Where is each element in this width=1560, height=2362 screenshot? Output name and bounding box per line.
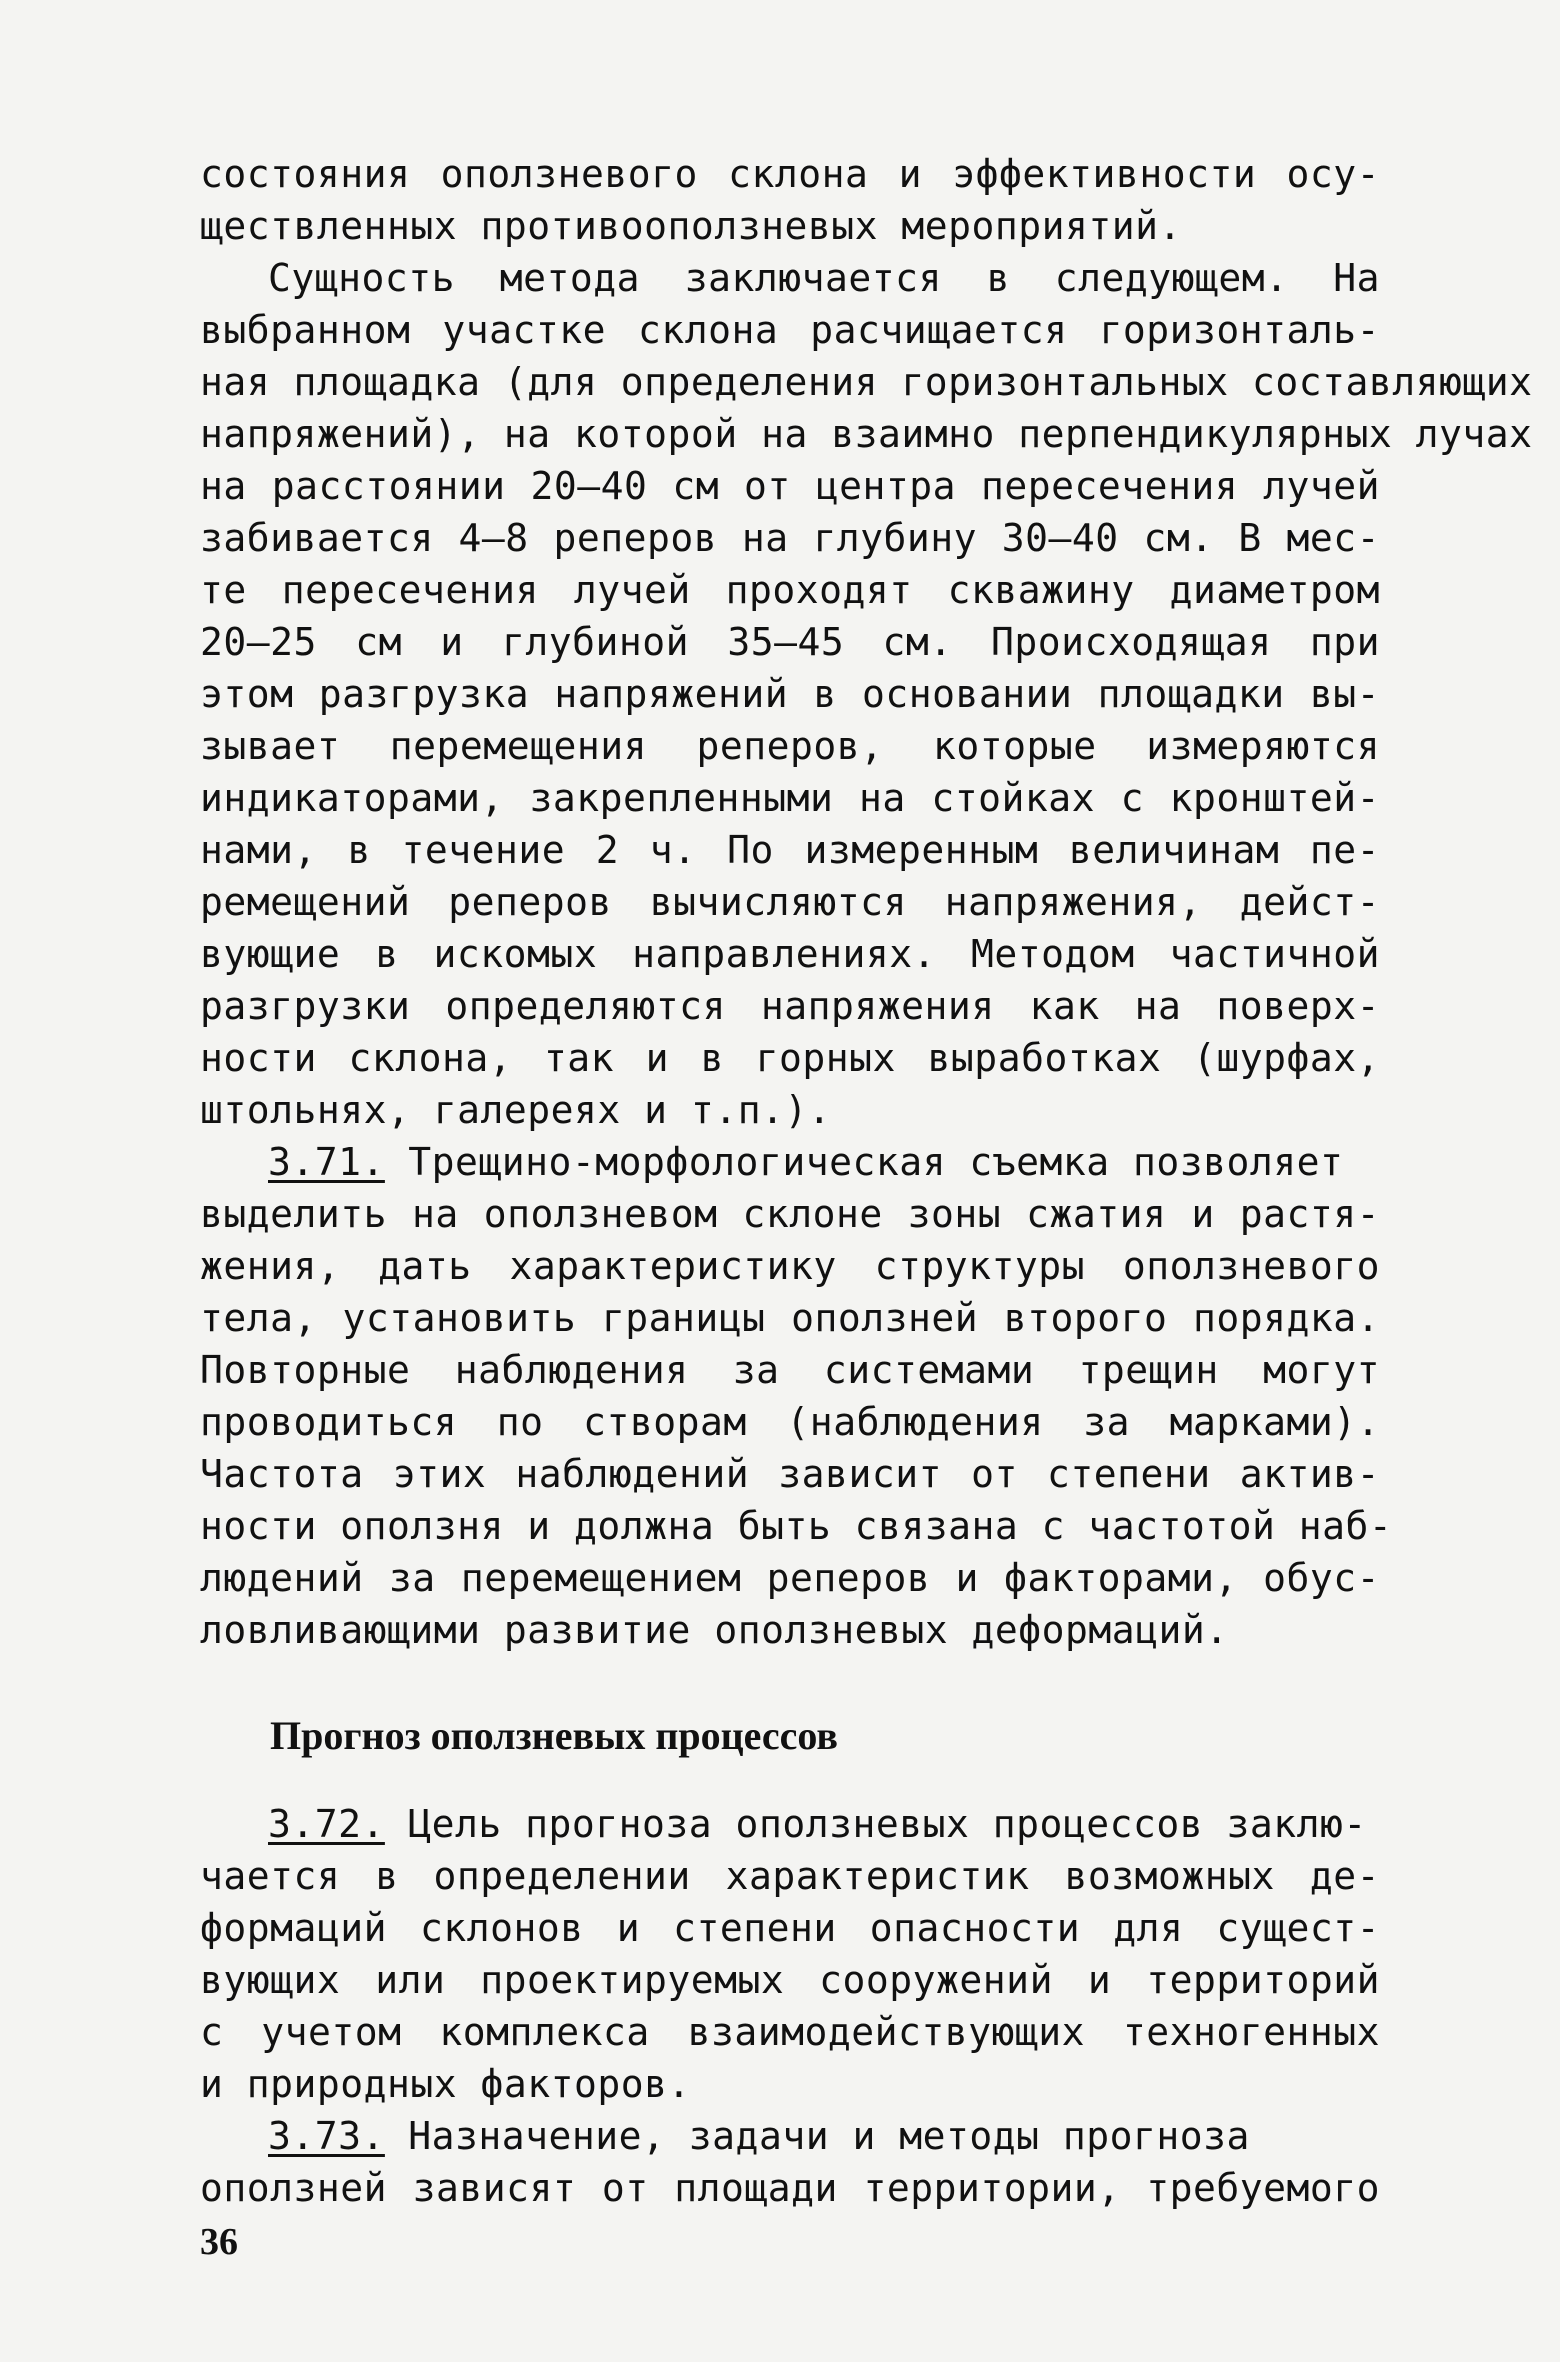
- text-line: забивается 4–8 реперов на глубину 30–40 см. В мес-: [200, 516, 1380, 560]
- section-number: 3.73.: [268, 2114, 385, 2158]
- text-line: ремещений реперов вычисляются напряжения, дейст-: [200, 880, 1380, 924]
- text-line: ществленных противооползневых мероприятий.: [200, 204, 1182, 248]
- section-heading: Прогноз оползневых процессов: [270, 1713, 839, 1758]
- text-line: штольнях, галереях и т.п.).: [200, 1088, 832, 1132]
- text-line: выделить на оползневом склоне зоны сжатия и растя-: [200, 1192, 1380, 1236]
- text-line: ности склона, так и в горных выработках (шурфах,: [200, 1036, 1380, 1080]
- text-line: с учетом комплекса взаимодействующих техногенных: [200, 2010, 1380, 2054]
- text-line-rest: Трещино-морфологическая съемка позволяет: [384, 1140, 1344, 1184]
- text-line: оползней зависят от площади территории, требуемого: [200, 2166, 1380, 2210]
- text-line: проводиться по створам (наблюдения за марками).: [200, 1400, 1380, 1444]
- text-line: вующих или проектируемых сооружений и территорий: [200, 1958, 1380, 2002]
- document-page: [200, 148, 1533, 2268]
- text-line: и природных факторов.: [200, 2062, 691, 2106]
- text-line: зывает перемещения реперов, которые измеряются: [200, 724, 1380, 768]
- text-line: 20–25 см и глубиной 35–45 см. Происходящая при: [200, 620, 1380, 664]
- text-line-rest: Назначение, задачи и методы прогноза: [384, 2114, 1250, 2158]
- text-line: этом разгрузка напряжений в основании площадки вы-: [200, 672, 1380, 716]
- text-line-rest: Цель прогноза оползневых процессов заклю-: [384, 1802, 1367, 1846]
- section-number: 3.72.: [268, 1802, 385, 1846]
- text-line: ности оползня и должна быть связана с частотой наб-: [200, 1504, 1393, 1548]
- text-line: Частота этих наблюдений зависит от степени актив-: [200, 1452, 1380, 1496]
- text-line: тела, установить границы оползней второго порядка.: [200, 1296, 1380, 1340]
- text-line: разгрузки определяются напряжения как на поверх-: [200, 984, 1380, 1028]
- text-line: жения, дать характеристику структуры оползневого: [200, 1244, 1380, 1288]
- text-line: формаций склонов и степени опасности для сущест-: [200, 1906, 1380, 1950]
- text-line: [268, 1136, 1380, 1188]
- text-line: состояния оползневого склона и эффективности осу-: [200, 152, 1380, 196]
- text-line: те пересечения лучей проходят скважину диаметром: [200, 568, 1380, 612]
- text-line: людений за перемещением реперов и факторами, обус-: [200, 1556, 1380, 1600]
- text-line: чается в определении характеристик возможных де-: [200, 1854, 1380, 1898]
- page-number: 36: [200, 2221, 238, 2263]
- section-number: 3.71.: [268, 1140, 385, 1184]
- text-line: Сущность метода заключается в следующем. На: [268, 256, 1380, 300]
- text-line: выбранном участке склона расчищается горизонталь-: [200, 308, 1380, 352]
- text-line: вующие в искомых направлениях. Методом частичной: [200, 932, 1380, 976]
- text-line: нами, в течение 2 ч. По измеренным величинам пе-: [200, 828, 1380, 872]
- text-line: напряжений), на которой на взаимно перпендикулярных лучах: [200, 412, 1533, 456]
- text-line: [268, 2110, 1380, 2162]
- text-line: Повторные наблюдения за системами трещин могут: [200, 1348, 1380, 1392]
- text-line: ная площадка (для определения горизонтальных составляющих: [200, 360, 1533, 404]
- text-line: ловливающими развитие оползневых деформаций.: [200, 1608, 1229, 1652]
- text-line: [268, 1798, 1380, 1850]
- text-line: на расстоянии 20–40 см от центра пересечения лучей: [200, 464, 1380, 508]
- text-line: индикаторами, закрепленными на стойках с кронштей-: [200, 776, 1380, 820]
